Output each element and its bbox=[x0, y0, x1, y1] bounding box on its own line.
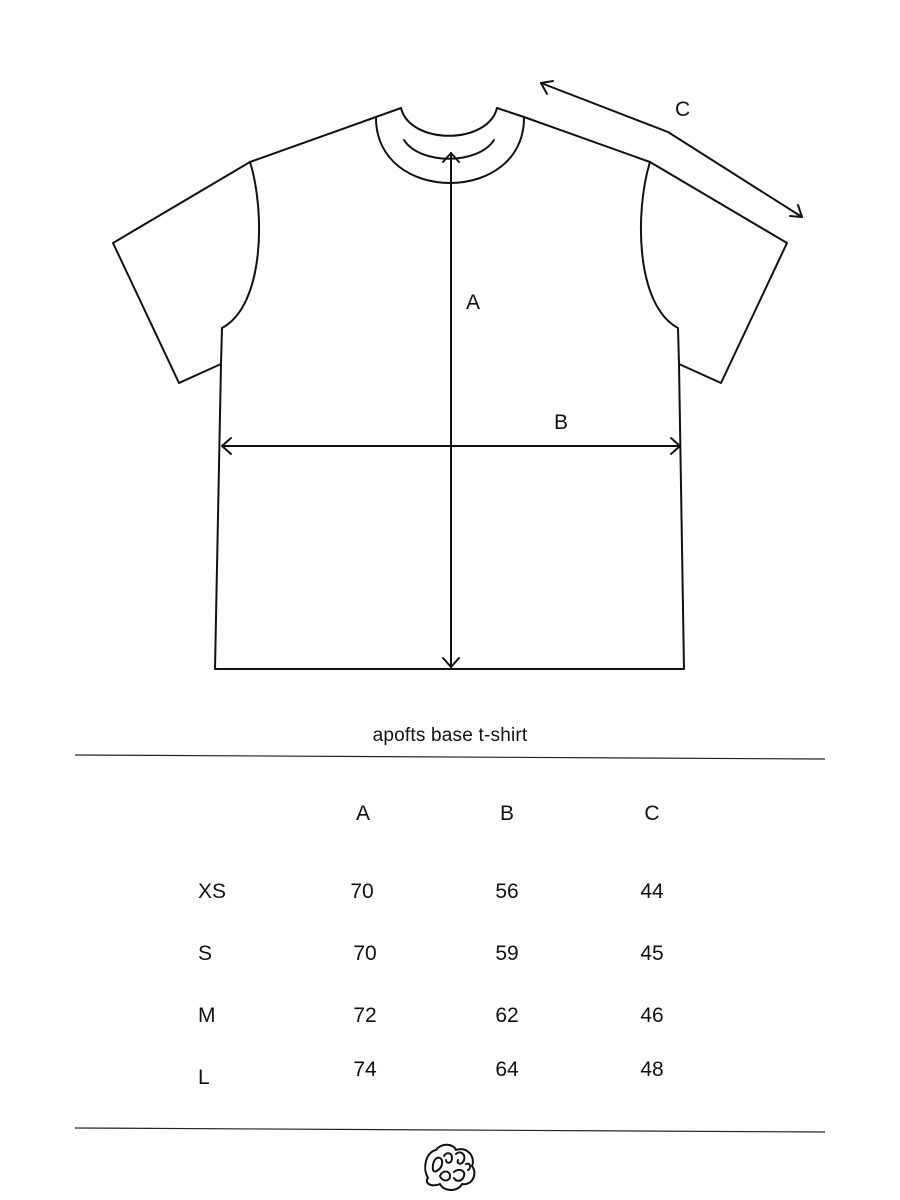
value-a: 70 bbox=[350, 880, 374, 903]
product-title: apofts base t-shirt bbox=[372, 725, 528, 746]
collar-inner bbox=[401, 108, 497, 136]
right-sleeve-seam bbox=[641, 162, 679, 364]
size-label: M bbox=[198, 1004, 216, 1027]
left-sleeve-seam bbox=[221, 162, 259, 364]
value-b: 62 bbox=[495, 1004, 519, 1027]
column-header-c: C bbox=[644, 802, 660, 825]
bottom-divider bbox=[0, 1125, 900, 1135]
value-c: 48 bbox=[640, 1058, 664, 1081]
value-b: 59 bbox=[495, 942, 519, 965]
value-b: 64 bbox=[495, 1058, 519, 1081]
value-c: 46 bbox=[640, 1004, 664, 1027]
value-a: 72 bbox=[353, 1004, 377, 1027]
dimension-label-a: A bbox=[466, 291, 481, 314]
value-b: 56 bbox=[495, 880, 519, 903]
size-label: L bbox=[198, 1066, 210, 1089]
value-c: 45 bbox=[640, 942, 664, 965]
size-label: S bbox=[198, 942, 213, 965]
dimension-label-b: B bbox=[554, 411, 569, 434]
value-a: 74 bbox=[353, 1058, 377, 1081]
dimension-c-arrow bbox=[541, 83, 802, 217]
dimension-label-c: C bbox=[675, 98, 691, 121]
size-label: XS bbox=[198, 880, 227, 903]
brand-logo-icon bbox=[420, 1138, 480, 1194]
column-header-a: A bbox=[355, 802, 370, 825]
column-header-b: B bbox=[499, 802, 514, 825]
value-c: 44 bbox=[640, 880, 664, 903]
top-divider bbox=[0, 752, 900, 762]
value-a: 70 bbox=[353, 942, 377, 965]
